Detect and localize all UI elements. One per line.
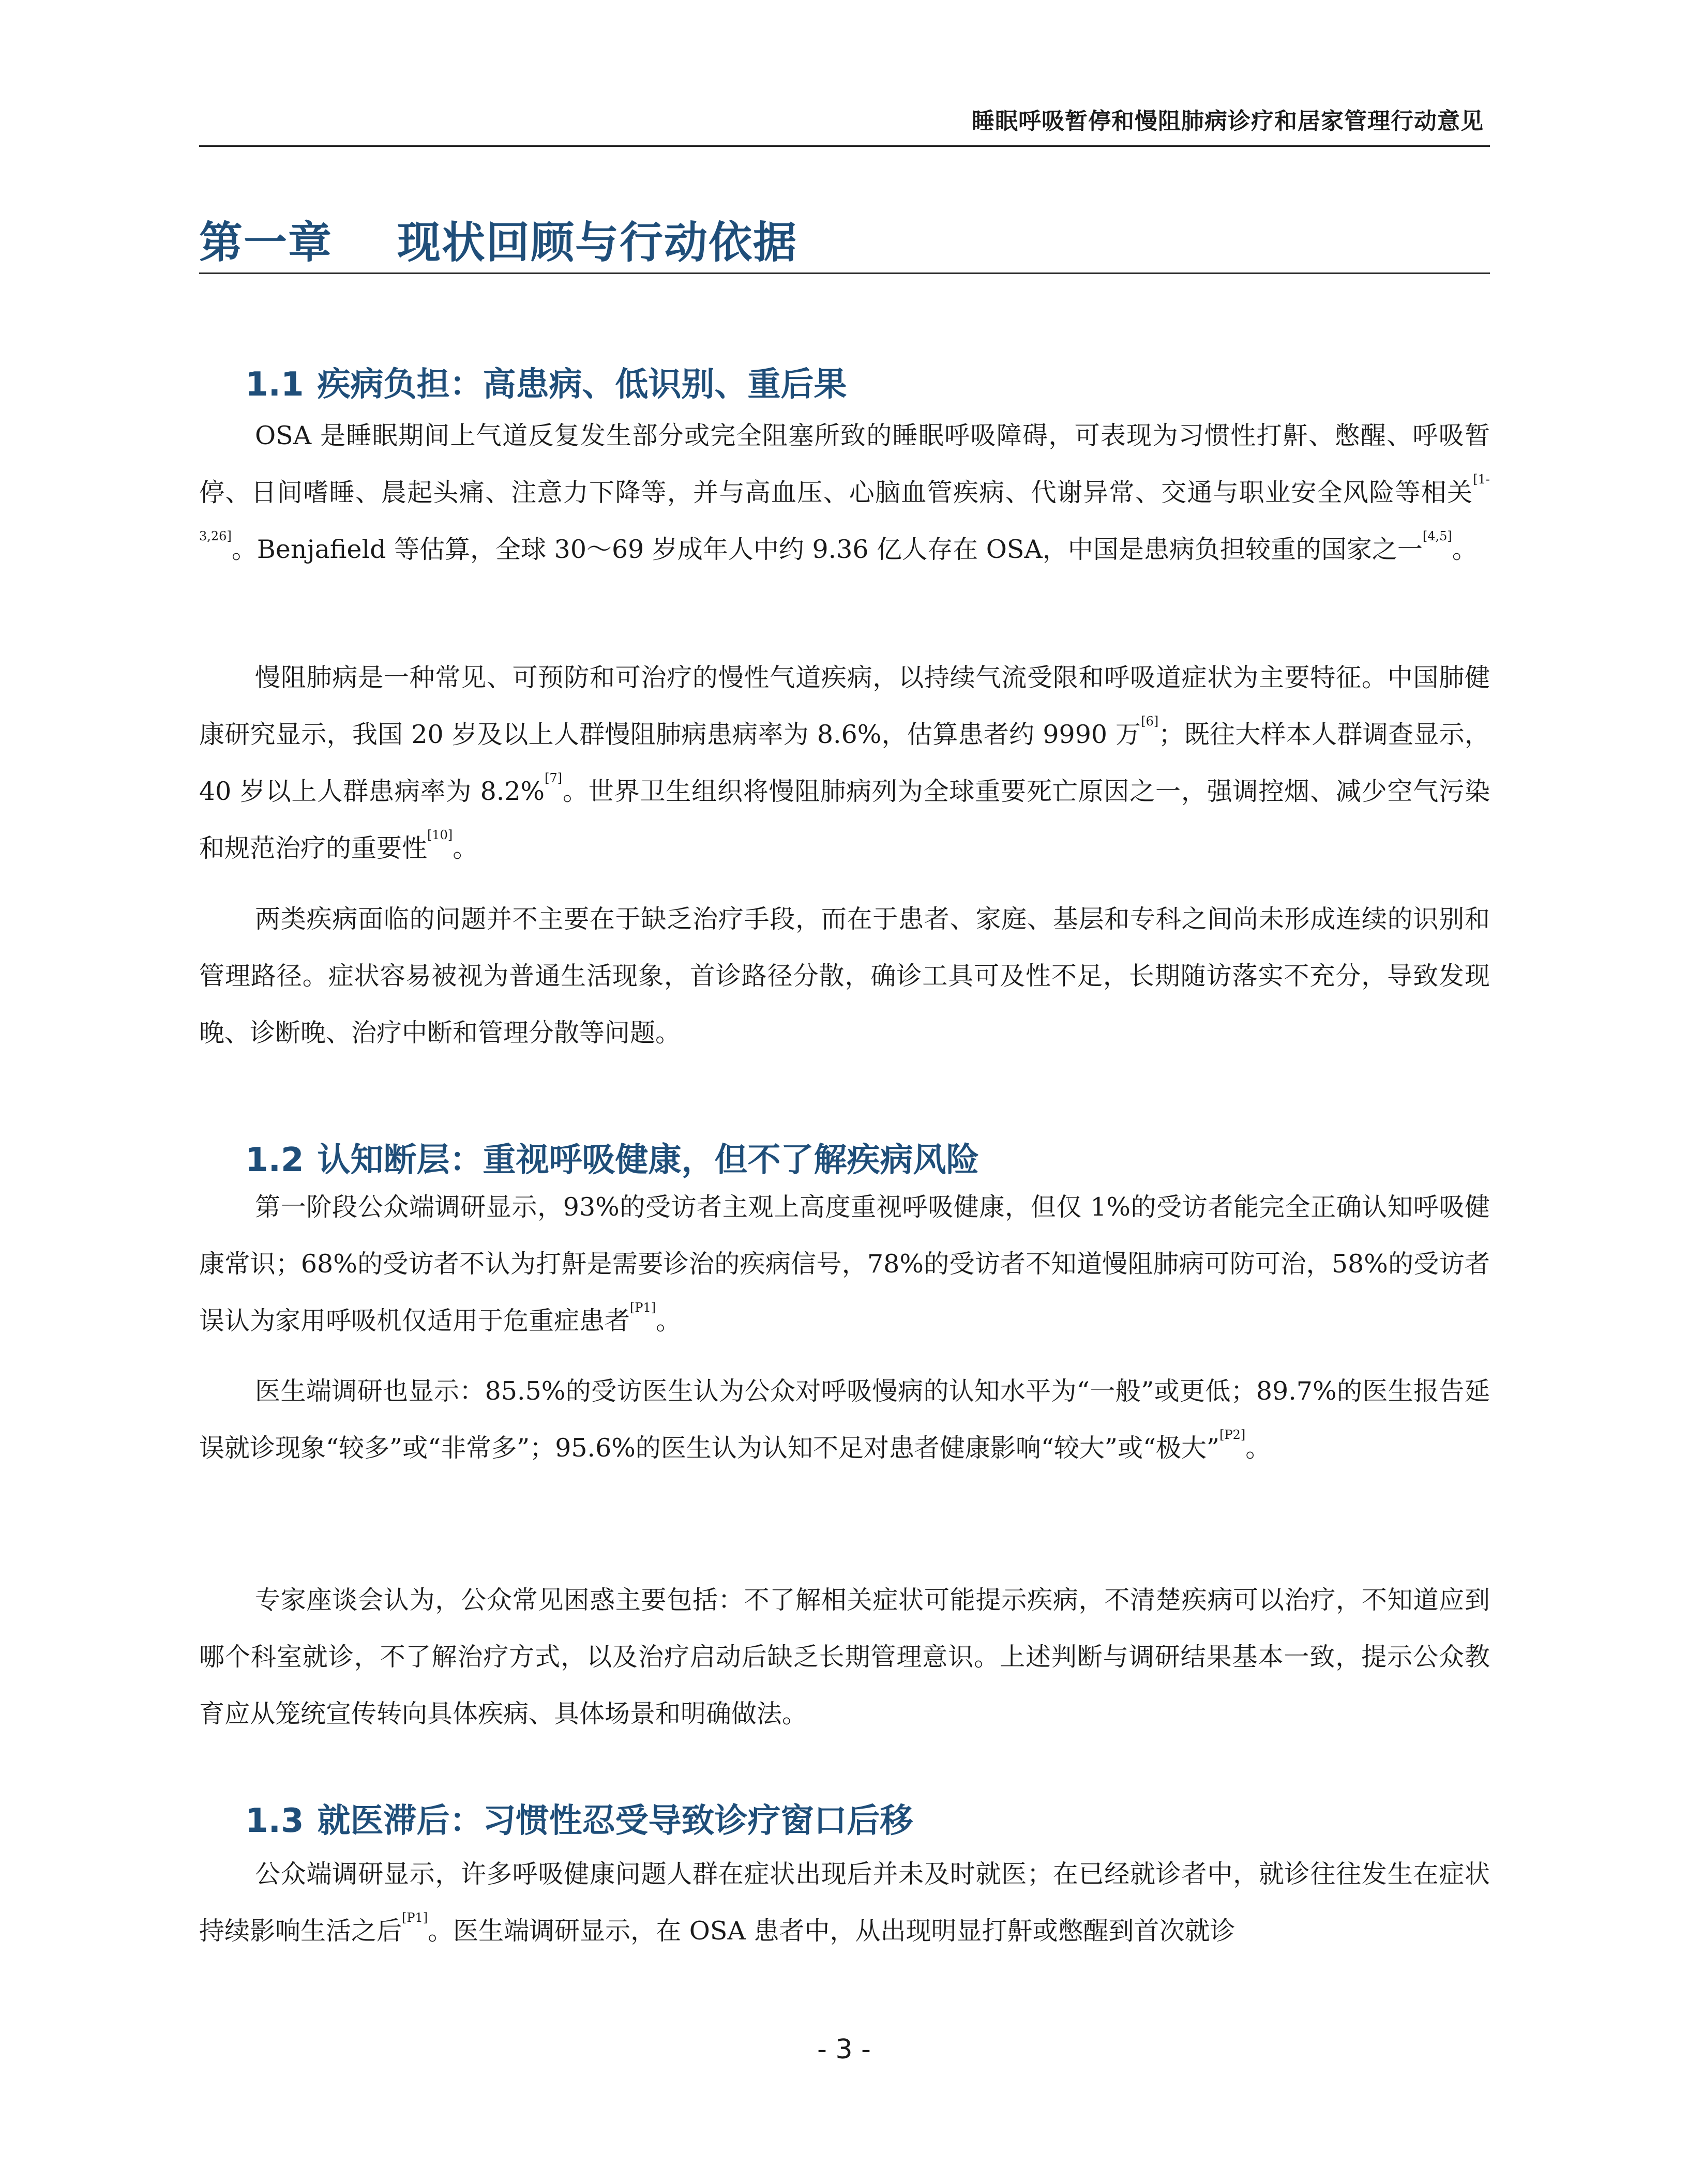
section-heading: 就医滞后：习惯性忍受导致诊疗窗口后移 — [317, 1802, 913, 1840]
section-heading: 疾病负担：高患病、低识别、重后果 — [317, 366, 847, 404]
chapter-rule — [199, 272, 1490, 274]
paragraph-text: 医生端调研也显示：85.5%的受访医生认为公众对呼吸慢病的认知水平为“一般”或更低；89.7%的医生报告延误就诊现象“较多”或“非常多”；95.6%的医生认为认知不足对患者健康影响“较大”或“极大” — [199, 1376, 1490, 1463]
paragraph-text: 专家座谈会认为，公众常见困惑主要包括：不了解相关症状可能提示疾病，不清楚疾病可以治疗，不知道应到哪个科室就诊，不了解治疗方式，以及治疗启动后缺乏长期管理意识。上述判断与调研结果基本一致，提示公众教育应从笼统宣传转向具体疾病、具体场景和明确做法。 — [199, 1585, 1490, 1728]
paragraph — [199, 1572, 1490, 1742]
paragraph-text: 慢阻肺病是一种常见、可预防和可治疗的慢性气道疾病，以持续气流受限和呼吸道症状为主要特征。中国肺健康研究显示，我国 20 岁及以上人群慢阻肺病患病率为 8.6%，估算患者约 9990 万 — [199, 663, 1490, 749]
citation-ref: [10] — [427, 828, 453, 842]
citation-ref: [P1] — [402, 1910, 428, 1925]
paragraph-text: 。Benjafield 等估算，全球 30～69 岁成年人中约 9.36 亿人存在 OSA，中国是患病负担较重的国家之一 — [231, 535, 1423, 564]
paragraph-text: ；既往大样本人群调查显示，40 岁以上人群患病率为 8.2% — [199, 720, 1490, 806]
paragraph-text: 。 — [656, 1306, 682, 1336]
paragraph-text: 。 — [1452, 535, 1478, 564]
citation-ref: [P1] — [630, 1300, 656, 1315]
paragraph-text: 。世界卫生组织将慢阻肺病列为全球重要死亡原因之一，强调控烟、减少空气污染和规范治疗的重要性 — [199, 777, 1490, 863]
paragraph-text: 。医生端调研显示，在 OSA 患者中，从出现明显打鼾或憋醒到首次就诊 — [428, 1916, 1235, 1946]
section-number: 1.1 — [245, 366, 304, 404]
paragraph — [199, 407, 1490, 578]
section-number: 1.2 — [245, 1141, 304, 1179]
paragraph-text: 。 — [1245, 1433, 1271, 1463]
citation-ref: [4,5] — [1422, 529, 1452, 543]
section-number: 1.3 — [245, 1802, 304, 1840]
paragraph — [199, 649, 1490, 877]
citation-ref: [7] — [545, 771, 563, 785]
paragraph — [199, 891, 1490, 1061]
citation-ref: [6] — [1141, 714, 1159, 729]
paragraph-text: 公众端调研显示，许多呼吸健康问题人群在症状出现后并未及时就医；在已经就诊者中，就诊往往发生在症状持续影响生活之后 — [199, 1859, 1490, 1946]
chapter-title: 第一章 现状回顾与行动依据 — [199, 217, 797, 268]
paragraph-text: 。 — [453, 833, 478, 863]
paragraph — [199, 1846, 1490, 1960]
paragraph — [199, 1179, 1490, 1349]
citation-ref: [1-3,26] — [199, 472, 1490, 543]
citation-ref: [P2] — [1219, 1428, 1246, 1442]
section-heading: 认知断层：重视呼吸健康，但不了解疾病风险 — [317, 1141, 979, 1179]
paragraph — [199, 1363, 1490, 1477]
paragraph-text: OSA 是睡眠期间上气道反复发生部分或完全阻塞所致的睡眠呼吸障碍，可表现为习惯性打鼾、憋醒、呼吸暂停、日间嗜睡、晨起头痛、注意力下降等，并与高血压、心脑血管疾病、代谢异常、交通与职业安全风险等相关 — [199, 421, 1490, 507]
running-header: 睡眠呼吸暂停和慢阻肺病诊疗和居家管理行动意见 — [972, 108, 1484, 134]
paragraph-text: 两类疾病面临的问题并不主要在于缺乏治疗手段，而在于患者、家庭、基层和专科之间尚未形成连续的识别和管理路径。症状容易被视为普通生活现象，首诊路径分散，确诊工具可及性不足，长期随访落实不充分，导致发现晚、诊断晚、治疗中断和管理分散等问题。 — [199, 904, 1490, 1048]
page-number: - 3 - — [817, 2034, 871, 2065]
paragraph-text: 第一阶段公众端调研显示，93%的受访者主观上高度重视呼吸健康，但仅 1%的受访者能完全正确认知呼吸健康常识；68%的受访者不认为打鼾是需要诊治的疾病信号，78%的受访者不知道慢阻肺病可防可治，58%的受访者误认为家用呼吸机仅适用于危重症患者 — [199, 1192, 1490, 1336]
header-rule — [199, 145, 1490, 147]
